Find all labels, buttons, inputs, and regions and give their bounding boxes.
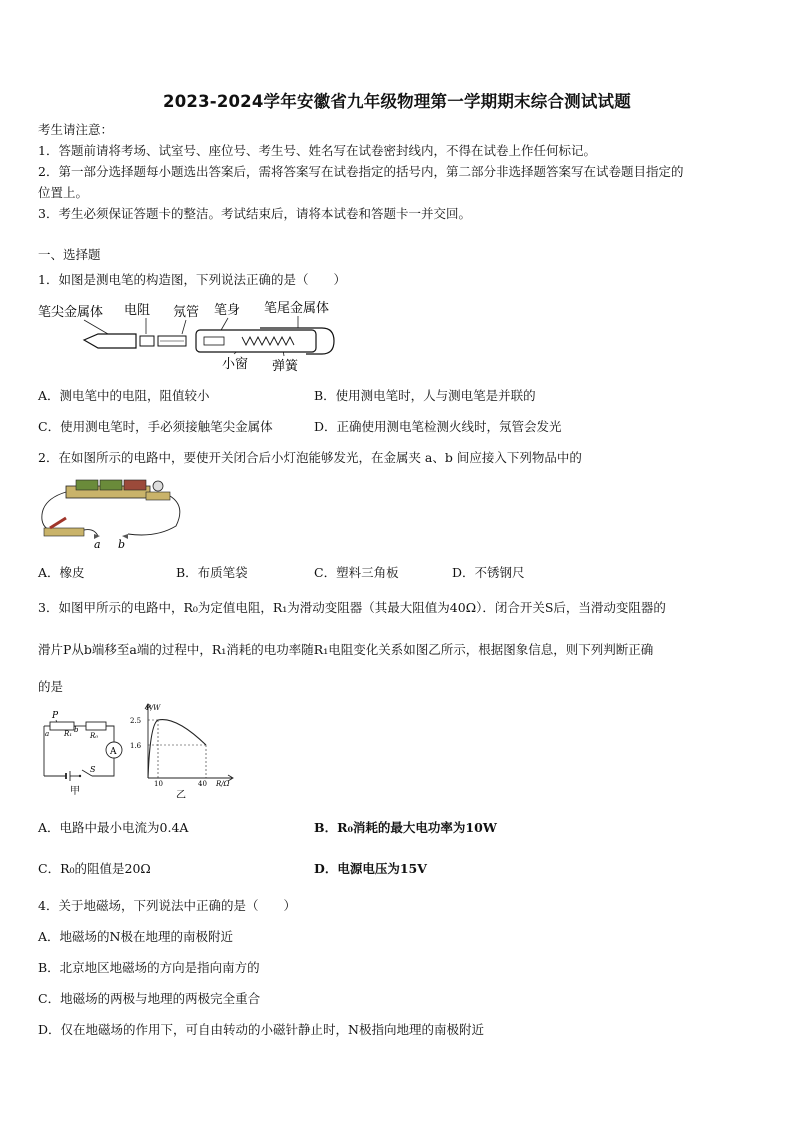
q4-option-a: A．地磁场的N极在地理的南极附近	[38, 929, 233, 944]
label-P: P	[52, 711, 59, 721]
page-title: 2023-2024学年安徽省九年级物理第一学期期末综合测试试题	[163, 92, 631, 111]
q2-option-a: A．橡皮	[38, 565, 85, 580]
label-x2: 40	[198, 780, 207, 788]
label-yi: 乙	[176, 790, 186, 798]
label-body: 笔身	[214, 303, 241, 318]
label-a: a	[45, 730, 50, 738]
q2-option-c: C．塑料三角板	[314, 565, 399, 580]
q4-option-d: D．仅在地磁场的作用下，可自由转动的小磁针静止时，N极指向地理的南极附近	[38, 1022, 484, 1037]
q1-option-b: B．使用测电笔时，人与测电笔是并联的	[314, 388, 536, 403]
q3-option-a: A．电路中最小电流为0.4A	[38, 820, 189, 835]
q3-stem-line3: 的是	[38, 679, 64, 694]
label-y1: 2.5	[130, 717, 142, 725]
label-S: S	[90, 765, 96, 774]
q1-option-a: A．测电笔中的电阻，阻值较小	[38, 388, 210, 403]
label-a: a	[94, 538, 101, 551]
label-neon: 氖管	[173, 305, 200, 320]
label-jia: 甲	[70, 786, 80, 797]
label-spring: 弹簧	[272, 359, 299, 374]
q1-option-c: C．使用测电笔时，手必须接触笔尖金属体	[38, 419, 273, 434]
label-y2: 1.6	[130, 742, 142, 750]
q3-figures	[36, 702, 246, 798]
label-x1: 10	[154, 780, 163, 788]
label-window: 小窗	[222, 357, 249, 372]
q4-option-b: B．北京地区地磁场的方向是指向南方的	[38, 960, 260, 975]
q4-option-c: C．地磁场的两极与地理的两极完全重合	[38, 991, 261, 1006]
test-pen-figure	[36, 296, 356, 378]
q3-option-b: B．R₀消耗的最大电功率为10W	[314, 820, 497, 835]
label-ammeter: A	[110, 747, 117, 757]
q2-circuit-figure	[36, 476, 196, 552]
q3-option-c: C．R₀的阻值是20Ω	[38, 861, 151, 876]
label-b: b	[118, 538, 126, 551]
circuit-jia	[44, 711, 122, 797]
q2-option-d: D．不锈钢尺	[452, 565, 525, 580]
graph-yi	[130, 704, 233, 798]
notice-item-1: 1．答题前请将考场、试室号、座位号、考生号、姓名写在试卷密封线内，不得在试卷上作任何标记。	[38, 143, 596, 158]
q1-stem: 1．如图是测电笔的构造图，下列说法正确的是（ ）	[38, 272, 346, 287]
q2-stem: 2．在如图所示的电路中，要使开关闭合后小灯泡能够发光，在金属夹 a、b 间应接入下列物品中的	[38, 450, 582, 465]
q3-stem-line2: 滑片P从b端移至a端的过程中，R₁消耗的电功率随R₁电阻变化关系如图乙所示，根据图象信息，则下列判断正确	[38, 642, 654, 657]
q2-option-b: B．布质笔袋	[176, 565, 248, 580]
label-R1: R₁	[64, 730, 73, 738]
label-tail: 笔尾金属体	[264, 301, 330, 316]
notice-item-3: 3．考生必须保证答题卡的整洁。考试结束后，请将本试卷和答题卡一并交回。	[38, 206, 471, 221]
label-resistor: 电阻	[124, 303, 151, 318]
q4-stem: 4．关于地磁场，下列说法中正确的是（ ）	[38, 898, 296, 913]
notice-item-2: 2．第一部分选择题每小题选出答案后，需将答案写在试卷指定的括号内，第二部分非选择题答案写在试卷题目指定的	[38, 164, 684, 179]
section-heading: 一、选择题	[38, 247, 101, 262]
label-R0: R₀	[90, 732, 99, 740]
label-ylabel: P/W	[146, 704, 161, 712]
notice-item-2-cont: 位置上。	[38, 185, 89, 200]
q1-option-d: D．正确使用测电笔检测火线时，氖管会发光	[314, 419, 562, 434]
label-xlabel: R/Ω	[216, 780, 230, 788]
label-tip: 笔尖金属体	[38, 305, 104, 320]
q3-option-d: D．电源电压为15V	[314, 861, 427, 876]
label-b: b	[74, 726, 79, 734]
q3-stem-line1: 3．如图甲所示的电路中，R₀为定值电阻，R₁为滑动变阻器（其最大阻值为40Ω）．闭合开关S后，当滑动变阻器的	[38, 600, 666, 615]
notice-heading: 考生请注意：	[38, 122, 114, 137]
